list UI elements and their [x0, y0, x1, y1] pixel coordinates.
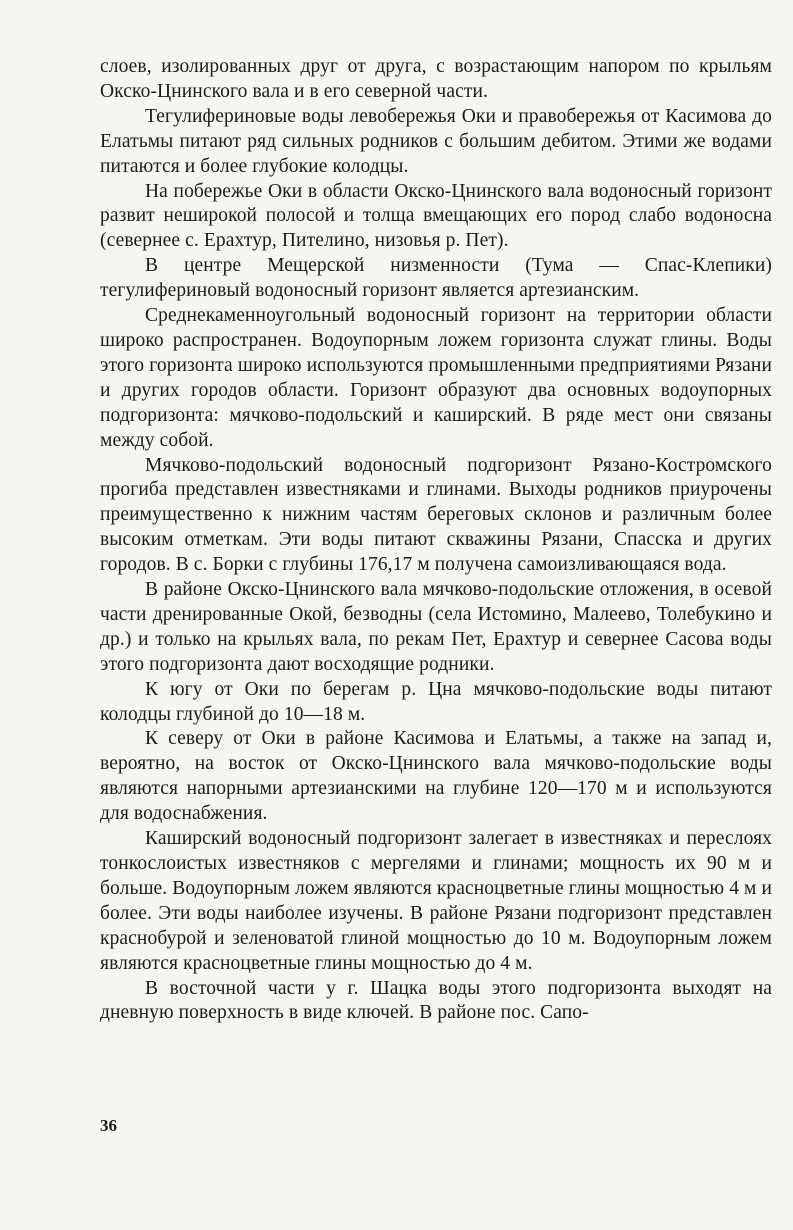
- paragraph: К северу от Оки в районе Касимова и Елатьмы, а также на запад и, вероятно, на восток от Окско-Цнинского вала мячково-подольские воды являются напорными артезианскими на глубине 120—170 м и используются для водоснабжения.: [100, 728, 772, 825]
- paragraph-continuation: слоев, изолированных друг от друга, с возрастающим напором по крыльям Окско-Цнинского вала и в его северной части.: [100, 56, 772, 102]
- paragraph: Среднекаменноугольный водоносный горизонт на территории области широко распространен. Водоупорным ложем горизонта служат глины. Воды этого горизонта широко используются промышленными предприятиями Рязани и других городов области. Горизонт образуют два основных водоупорных подгоризонта: мячково-подольский и каширский. В ряде мест они связаны между собой.: [100, 305, 772, 451]
- paragraph: К югу от Оки по берегам р. Цна мячково-подольские воды питают колодцы глубиной до 10—18 м.: [100, 678, 772, 725]
- paragraph: В центре Мещерской низменности (Тума — Спас-Клепики) тегулифериновый водоносный горизонт является артезианским.: [100, 255, 772, 302]
- body-text: [100, 55, 772, 1026]
- paragraph: В районе Окско-Цнинского вала мячково-подольские отложения, в осевой части дренированные Окой, безводны (села Истомино, Малеево, Толебукино и др.) и только на крыльях вала, по рекам Пет, Ерахтур и севернее Сасова воды этого подгоризонта дают восходящие родники.: [100, 579, 772, 675]
- paragraph: Каширский водоносный подгоризонт залегает в известняках и переслоях тонкослоистых известняков с мергелями и глинами; мощность их 90 м и больше. Водоупорным ложем являются красноцветные глины мощностью 4 м и более. Эти воды наиболее изучены. В районе Рязани подгоризонт представлен краснобурой и зеленоватой глиной мощностью до 10 м. Водоупорным ложем являются красноцветные глины мощностью до 4 м.: [100, 828, 772, 974]
- paragraph: В восточной части у г. Шацка воды этого подгоризонта выходят на дневную поверхность в виде ключей. В районе пос. Сапо-: [100, 977, 772, 1024]
- paragraph: Мячково-подольский водоносный подгоризонт Рязано-Костромского прогиба представлен известняками и глинами. Выходы родников приурочены преимущественно к нижним частям береговых склонов и различным более высоким отметкам. Эти воды питают скважины Рязани, Спасска и других городов. В с. Борки с глубины 176,17 м получена самоизливающаяся вода.: [100, 454, 772, 576]
- page-number: 36: [100, 1116, 117, 1135]
- paragraph: Тегулифериновые воды левобережья Оки и правобережья от Касимова до Елатьмы питают ряд сильных родников с большим дебитом. Этими же водами питаются и более глубокие колодцы.: [100, 105, 772, 177]
- paragraph: На побережье Оки в области Окско-Цнинского вала водоносный горизонт развит неширокой полосой и толща вмещающих его пород слабо водоносна (севернее с. Ерахтур, Пителино, низовья р. Пет).: [100, 180, 772, 252]
